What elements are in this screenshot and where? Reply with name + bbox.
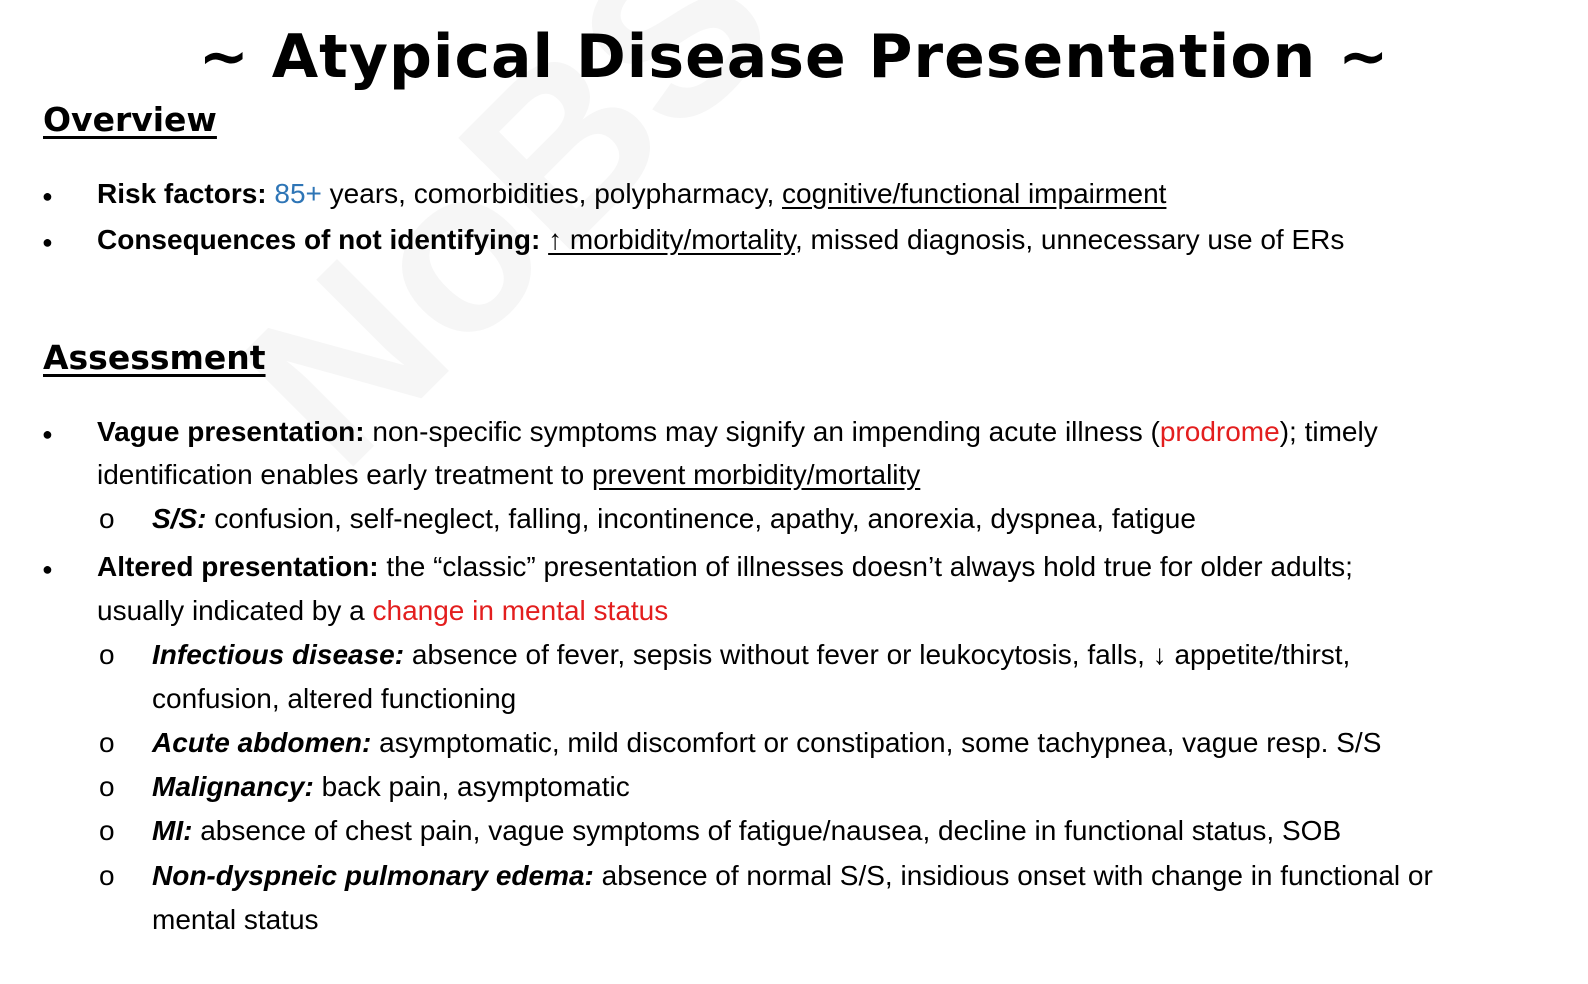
sub-item-pulmonary-edema-line2 (152, 898, 319, 942)
risk-underlined: cognitive/functional impairment (782, 178, 1167, 209)
vague-line2-text: identification enables early treatment to (97, 459, 592, 490)
risk-factors-item (97, 172, 1166, 216)
vague-presentation-item (97, 410, 1378, 454)
altered-presentation-item (97, 545, 1353, 589)
sub-item-label: Acute abdomen: (152, 727, 372, 758)
ss-text: confusion, self-neglect, falling, incontinence, apathy, anorexia, dyspnea, fatigue (206, 503, 1196, 534)
bullet-icon: ● (42, 559, 53, 579)
altered-text: the “classic” presentation of illnesses doesn’t always hold true for older adults; (378, 551, 1353, 582)
sub-bullet-icon: o (99, 503, 115, 534)
sub-item-text: absence of fever, sepsis without fever or leukocytosis, falls, ↓ appetite/thirst, (404, 639, 1351, 670)
risk-text: years, comorbidities, polypharmacy, (321, 178, 783, 209)
sub-item-label: Malignancy: (152, 771, 314, 802)
risk-factors-label: Risk factors: (97, 178, 267, 209)
sub-item-acute-abdomen (152, 721, 1381, 765)
bullet-icon: ● (42, 232, 53, 252)
sub-item-label: MI: (152, 815, 193, 846)
sub-bullet-icon: o (99, 815, 115, 846)
vague-label: Vague presentation: (97, 416, 365, 447)
sub-item-text: absence of normal S/S, insidious onset with change in functional or (593, 860, 1433, 891)
sub-bullet-icon: o (99, 771, 115, 802)
altered-line2-text: usually indicated by a (97, 595, 373, 626)
sub-item-mi (152, 809, 1341, 853)
risk-age: 85+ (274, 178, 322, 209)
vague-text: non-specific symptoms may signify an impending acute illness ( (364, 416, 1160, 447)
sub-item-label: Non-dyspneic pulmonary edema: (152, 860, 594, 891)
page-title: ~ Atypical Disease Presentation ~ (198, 22, 1390, 92)
consequences-item (97, 218, 1344, 262)
sub-item-infectious-line2 (152, 677, 516, 721)
vague-line2-underlined: prevent morbidity/mortality (591, 459, 921, 490)
sub-item-text: absence of chest pain, vague symptoms of fatigue/nausea, decline in functional status, SOB (192, 815, 1342, 846)
prodrome-term: prodrome (1159, 416, 1280, 447)
sub-bullet-icon: o (99, 727, 115, 758)
mental-status-term: change in mental status (372, 595, 669, 626)
vague-text-end: ); timely (1279, 416, 1378, 447)
consequences-label: Consequences of not identifying: (97, 224, 541, 255)
sub-item-pulmonary-edema (152, 854, 1433, 898)
sub-bullet-icon: o (99, 639, 115, 670)
consequences-underlined: ↑ morbidity/mortality (548, 224, 795, 255)
bullet-icon: ● (42, 424, 53, 444)
altered-presentation-line2 (97, 589, 668, 633)
sub-item-label: Infectious disease: (152, 639, 405, 670)
sub-item-text: back pain, asymptomatic (313, 771, 630, 802)
sub-item-malignancy (152, 765, 630, 809)
consequences-text: , missed diagnosis, unnecessary use of ERs (794, 224, 1345, 255)
sub-item-text2: confusion, altered functioning (152, 683, 517, 714)
ss-label: S/S: (152, 503, 207, 534)
sub-item-text2: mental status (152, 904, 319, 935)
bullet-icon: ● (42, 186, 53, 206)
sub-item-infectious (152, 633, 1350, 677)
ss-item (152, 497, 1196, 541)
assessment-heading: Assessment (43, 338, 266, 377)
altered-label: Altered presentation: (97, 551, 379, 582)
sub-bullet-icon: o (99, 860, 115, 891)
overview-heading: Overview (43, 100, 217, 139)
vague-presentation-line2 (97, 453, 920, 497)
sub-item-text: asymptomatic, mild discomfort or constipation, some tachypnea, vague resp. S/S (371, 727, 1382, 758)
